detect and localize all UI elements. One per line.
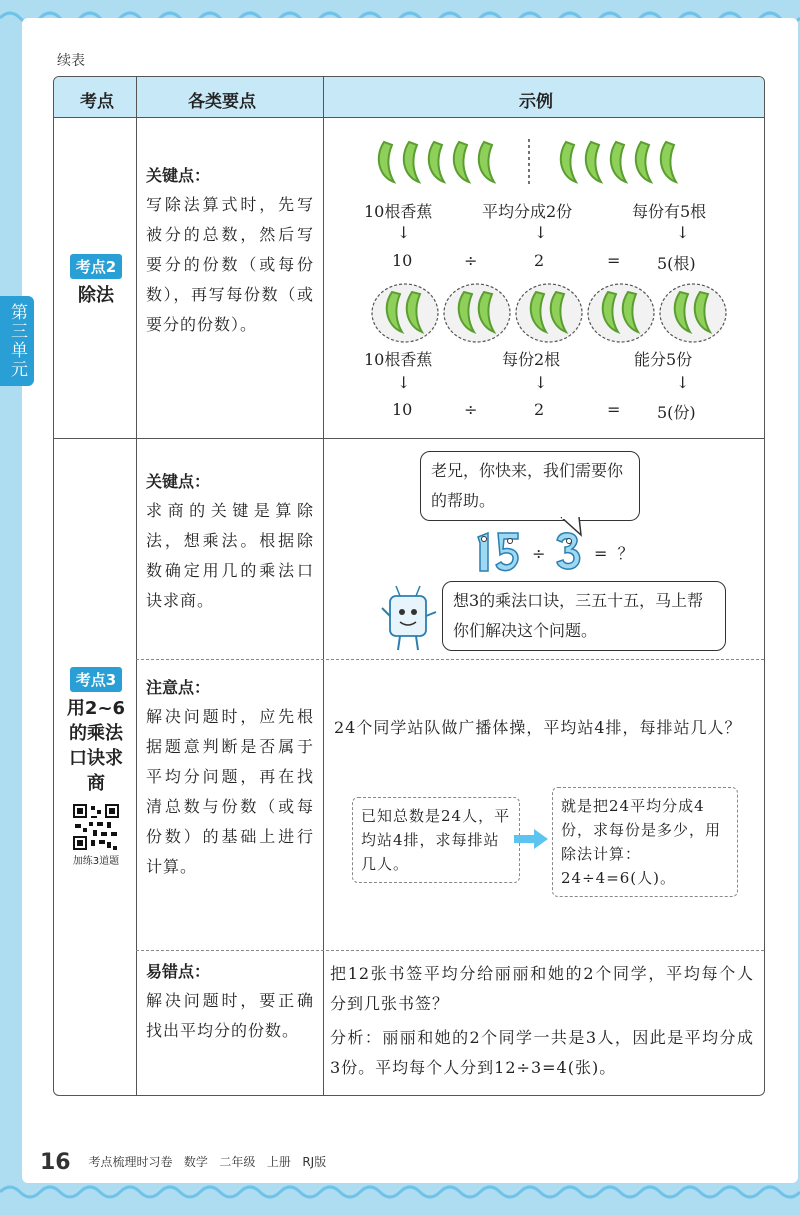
footer-subject: 数学 [183,1155,208,1169]
kp3-error-problem: 把12张书签平均分给丽丽和她的2个同学，平均每个人分到几张书签？ [330,964,754,1013]
kp3-error-note [146,959,314,1046]
ex2-op: ÷ [464,400,478,419]
col-divider-1 [136,77,137,1095]
kp3-attention-text: 解决问题时，应先根据题意判断是否属于平均分问题，再在找清总数与份数（或每份数）的基础上进行计算。 [146,707,314,876]
speech-bubble-robot: 想3的乘法口诀，三五十五，马上帮你们解决这个问题。 [442,581,726,651]
cartoon-15-div-3 [468,529,598,579]
cartoon-equation-tail: = ？ [594,544,634,563]
knowledge-table [53,76,765,1096]
ex1-dividend: 10 [392,251,413,270]
right-arrow-icon [514,829,548,849]
footer-edition: RJ版 [302,1155,327,1169]
ex1-result: 5(根) [657,254,696,273]
kp3-key-head: 关键点： [146,472,211,491]
row-divider-key-attention [136,659,764,660]
ex2-arrow-1: ↓ [397,373,411,392]
ex1-divisor: 2 [534,251,545,270]
kp3-name: 用2~6的乘法口诀求商 [66,698,126,794]
ex1-op: ÷ [464,251,478,270]
ex2-mid-label: 每份2根 [502,350,561,369]
wave-border-bottom [0,1180,800,1210]
ex1-arrow-3: ↓ [676,223,690,242]
kp3-error-text: 解决问题时，要正确找出平均分的份数。 [146,991,314,1040]
ex2-total-label: 10根香蕉 [364,350,433,369]
footer-grade: 二年级 [219,1155,256,1169]
kp3-label [60,667,132,867]
header-col-points: 各类要点 [188,92,256,112]
banana-group-halves [374,137,704,187]
kp2-note-text: 写除法算式时，先写被分的总数，然后写要分的份数（或每份数），再写每份数（或要分的份数）。 [146,195,314,334]
ex1-arrow-1: ↓ [397,223,411,242]
robot-character-icon [380,582,438,654]
kp3-attention-problem: 24个同学站队做广播体操，平均站4排，每排站几人？ [334,718,742,737]
ex2-result: 5(份) [657,403,696,422]
kp2-note-head: 关键点： [146,166,211,185]
ex1-eq: = [607,251,621,270]
qr-caption: 加练3道题 [72,856,120,867]
ex2-right-label: 能分5份 [634,350,693,369]
kp3-error-analysis: 分析：丽丽和她的2个同学一共是3人，因此是平均分成3份。平均每个人分到12÷3=4(张)。 [330,1028,754,1077]
svg-text:÷: ÷ [532,544,546,563]
kp2-name: 除法 [78,285,114,306]
ex2-arrow-2: ↓ [534,373,548,392]
page-number: 16 [40,1150,71,1175]
ex2-divisor: 2 [534,400,545,419]
kp2-badge: 考点2 [70,254,122,279]
ex2-eq: = [607,400,621,419]
header-col-kaodian: 考点 [80,92,114,112]
row-divider-attention-error [136,950,764,951]
kp3-badge: 考点3 [70,667,122,692]
row-divider-kp2 [54,438,764,439]
unit-side-tab[interactable]: 第三单元 [0,296,34,386]
footer-book-title: 考点梳理时习卷 [88,1155,173,1169]
banana-group-pairs [370,282,730,344]
ex1-arrow-2: ↓ [534,223,548,242]
page-footer [40,1150,326,1175]
ex2-arrow-3: ↓ [676,373,690,392]
continuation-label: 续表 [57,53,85,69]
solution-box: 就是把24平均分成4份，求每份是多少，用除法计算：24÷4=6(人)。 [552,787,738,897]
footer-volume: 上册 [266,1155,291,1169]
header-col-examples: 示例 [519,92,553,112]
kp3-key-note [146,469,314,616]
kp3-attention-head: 注意点： [146,678,211,697]
known-info-box: 已知总数是24人，平均站4排，求每排站几人。 [352,797,520,883]
kp3-key-text: 求商的关键是算除法，想乘法。根据除数确定用几的乘法口诀求商。 [146,501,314,610]
ex1-total-label: 10根香蕉 [364,202,433,221]
kp2-label [62,254,130,308]
table-header [54,77,764,118]
ex1-right-label: 每份有5根 [632,202,707,221]
kp3-error-head: 易错点： [146,962,211,981]
col-divider-2 [323,77,324,1095]
ex2-dividend: 10 [392,400,413,419]
kp3-attention-note [146,675,314,882]
ex1-mid-label: 平均分成2份 [482,202,573,221]
qr-code-icon[interactable] [73,804,119,850]
speech-bubble-numbers: 老兄，你快来，我们需要你的帮助。 [420,451,640,521]
kp2-note [146,163,314,340]
